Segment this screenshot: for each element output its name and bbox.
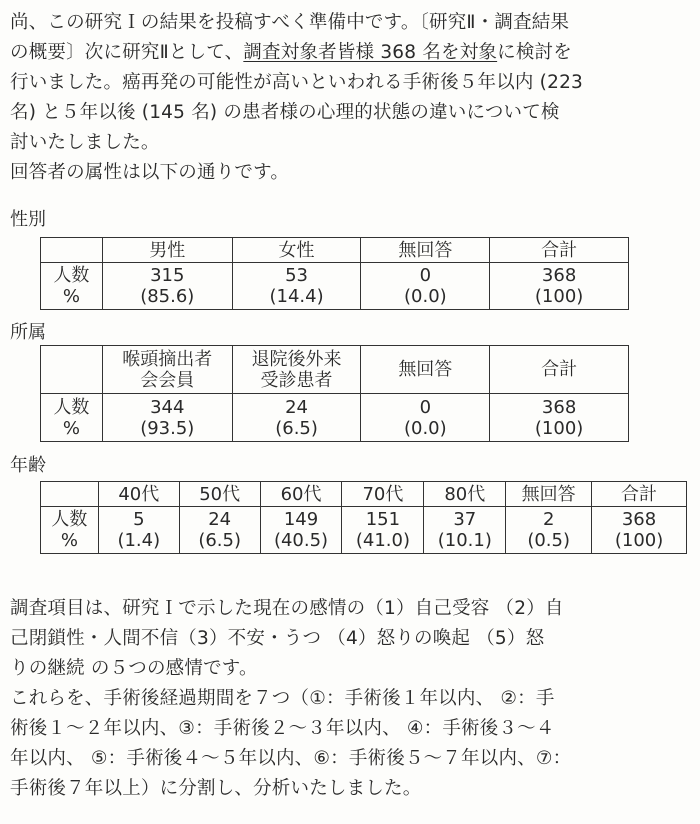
- data-cell: [361, 394, 490, 442]
- intro-line-3: 行いました。癌再発の可能性が高いといわれる手術後５年以内 (223: [10, 72, 584, 93]
- header-cell: [232, 346, 361, 394]
- intro-line-2-start: の概要〕次に研究Ⅱとして、: [10, 42, 244, 63]
- header-line: 喉頭摘出者: [122, 348, 213, 370]
- underlined-target-text: 調査対象者皆様 368 名を対象: [243, 42, 498, 63]
- percent-row-label: %: [62, 417, 80, 439]
- age-table: [40, 481, 687, 554]
- items-line-7: 手術後７年以上）に分割し、分析いたしました。: [10, 778, 422, 799]
- data-cell: [361, 263, 490, 310]
- data-cell: [342, 507, 424, 554]
- intro-paragraph: [10, 8, 690, 188]
- header-cell: 女性: [232, 238, 361, 263]
- count-value: 2: [542, 509, 555, 530]
- count-value: 368: [621, 509, 657, 530]
- percent-value: (40.5): [273, 530, 329, 551]
- percent-value: (41.0): [355, 530, 410, 551]
- header-cell: 無回答: [361, 346, 490, 394]
- count-value: 151: [365, 509, 401, 530]
- percent-value: (100): [534, 286, 584, 307]
- affiliation-header-row: [41, 346, 629, 394]
- count-value: 315: [150, 265, 185, 286]
- header-cell: 無回答: [506, 482, 592, 507]
- affiliation-table: [40, 345, 629, 442]
- percent-value: (100): [614, 530, 664, 551]
- items-line-3: りの継続 の５つの感情です。: [10, 658, 258, 679]
- items-line-5: 術後１～２年以内、③：手術後２～３年以内、 ④：手術後３～４: [10, 718, 555, 739]
- header-cell: 40代: [98, 482, 179, 507]
- affiliation-label: 所属: [10, 322, 46, 343]
- count-value: 368: [541, 265, 577, 286]
- data-cell: [232, 394, 361, 442]
- header-cell: 合計: [490, 238, 629, 263]
- intro-line-6: 回答者の属性は以下の通りです。: [10, 162, 290, 183]
- header-cell: 70代: [342, 482, 424, 507]
- intro-line-4: 名) と５年以後 (145 名) の患者様の心理的状態の違いについて検: [10, 102, 560, 123]
- header-cell: 80代: [424, 482, 506, 507]
- header-cell: 50代: [179, 482, 260, 507]
- items-line-1: 調査項目は、研究Ｉで示した現在の感情の（1）自己受容 （2）自: [10, 598, 564, 619]
- row-labels: [41, 507, 99, 554]
- items-line-4: これらを、手術後経過期間を７つ（①：手術後１年以内、 ②：手: [10, 688, 555, 709]
- age-data-row: [41, 507, 687, 554]
- count-value: 24: [285, 396, 308, 418]
- percent-value: (0.5): [527, 530, 570, 551]
- percent-row-label: %: [60, 530, 78, 551]
- percent-value: (0.0): [403, 417, 447, 439]
- data-cell: [102, 394, 232, 442]
- survey-items-paragraph: [10, 594, 690, 804]
- data-cell: [490, 394, 629, 442]
- header-cell: 無回答: [361, 238, 490, 263]
- gender-label: 性別: [10, 209, 46, 230]
- header-blank: [41, 482, 99, 507]
- data-cell: [102, 263, 232, 310]
- data-cell: [260, 507, 342, 554]
- header-line: 受診患者: [260, 369, 333, 391]
- percent-value: (6.5): [198, 530, 241, 551]
- age-header-row: [41, 482, 687, 507]
- row-labels: [41, 394, 103, 442]
- row-labels: [41, 263, 103, 310]
- count-value: 37: [453, 509, 477, 530]
- intro-line-1: 尚、この研究Ｉの結果を投稿すべく準備中です。〔研究Ⅱ・調査結果: [10, 12, 570, 33]
- data-cell: [424, 507, 506, 554]
- data-cell: [490, 263, 629, 310]
- percent-value: (14.4): [269, 286, 324, 307]
- percent-row-label: %: [62, 286, 80, 307]
- percent-value: (1.4): [117, 530, 161, 551]
- items-line-6: 年以内、 ⑤：手術後４～５年以内、⑥：手術後５～７年以内、⑦：: [10, 748, 572, 769]
- intro-line-2: [10, 38, 690, 68]
- data-cell: [232, 263, 361, 310]
- count-value: 5: [133, 509, 145, 530]
- data-cell: [592, 507, 687, 554]
- count-value: 368: [541, 396, 577, 418]
- gender-header-row: [41, 238, 629, 263]
- gender-table: [40, 237, 629, 310]
- age-label: 年齢: [10, 455, 46, 476]
- intro-line-5: 討いたしました。: [10, 132, 160, 153]
- header-line: 会会員: [140, 369, 195, 391]
- header-blank: [41, 346, 103, 394]
- percent-value: (0.0): [404, 286, 447, 307]
- percent-value: (6.5): [275, 417, 318, 439]
- data-cell: [179, 507, 260, 554]
- percent-value: (10.1): [437, 530, 492, 551]
- percent-value: (93.5): [140, 417, 195, 439]
- count-row-label: 人数: [53, 396, 90, 418]
- header-blank: [41, 238, 103, 263]
- count-row-label: 人数: [53, 265, 90, 286]
- data-cell: [98, 507, 179, 554]
- percent-value: (85.6): [140, 286, 195, 307]
- header-cell: 60代: [260, 482, 342, 507]
- header-cell: 合計: [592, 482, 687, 507]
- intro-line-2-end: に検討を: [497, 42, 572, 63]
- affiliation-data-row: [41, 394, 629, 442]
- count-value: 0: [419, 396, 432, 418]
- count-value: 344: [150, 396, 185, 418]
- count-value: 149: [283, 509, 319, 530]
- gender-data-row: [41, 263, 629, 310]
- header-line: 退院後外来: [251, 348, 342, 370]
- data-cell: [506, 507, 592, 554]
- header-cell: [102, 346, 232, 394]
- count-row-label: 人数: [51, 509, 88, 530]
- count-value: 53: [285, 265, 308, 286]
- count-value: 24: [208, 509, 232, 530]
- percent-value: (100): [534, 417, 584, 439]
- header-cell: 男性: [102, 238, 232, 263]
- count-value: 0: [419, 265, 432, 286]
- items-line-2: 己閉鎖性・人間不信（3）不安・うつ （4）怒りの喚起 （5）怒: [10, 628, 545, 649]
- header-cell: 合計: [490, 346, 629, 394]
